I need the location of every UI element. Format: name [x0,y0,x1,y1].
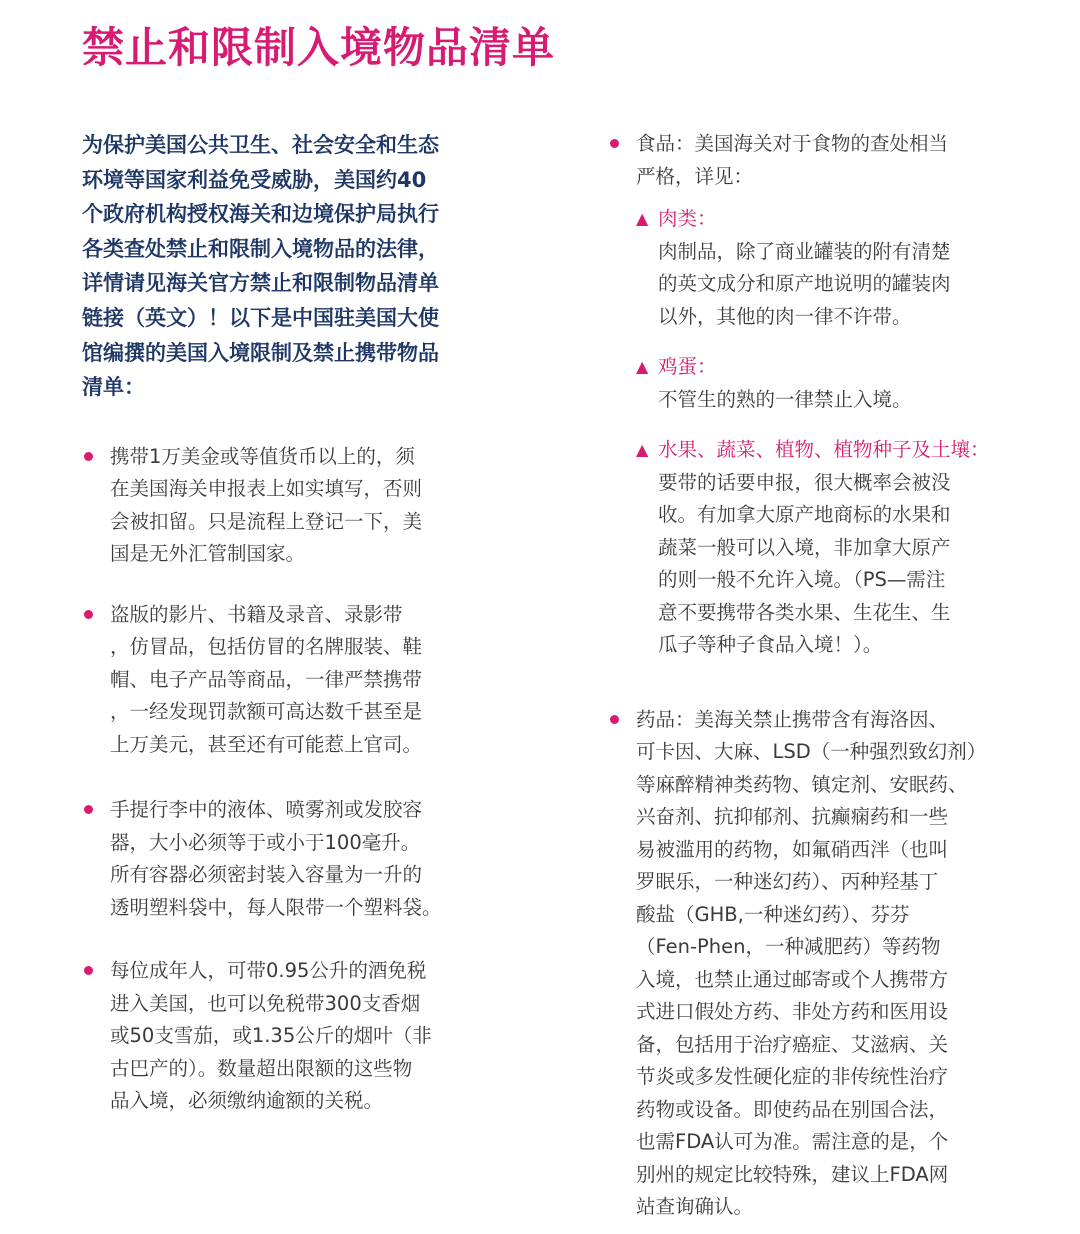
list-item-duty-free [82,955,502,1118]
item-line: 进入美国，也可以免税带300支香烟 [110,991,421,1015]
sub-item-eggs [636,351,1048,416]
intro-line: 环境等国家利益免受威胁，美国约40 [82,167,427,192]
item-line: 古巴产的）。数量超出限额的这些物 [110,1056,413,1080]
list-item-liquids [82,794,502,924]
triangle-marker-icon: ▲ [636,209,649,228]
item-line: 手提行李中的液体、喷雾剂或发胶容 [110,798,423,822]
list-item-currency [82,441,502,571]
sub-item-title: 肉类： [658,207,717,230]
item-line: 节炎或多发性硬化症的非传统性治疗 [636,1065,949,1088]
intro-line: 为保护美国公共卫生、社会安全和生态 [82,133,439,157]
item-line: 备，包括用于治疗癌症、艾滋病、关 [636,1032,949,1056]
item-line: 药品：美海关禁止携带含有海洛因、 [636,707,949,731]
sub-item-line: 的英文成分和原产地说明的罐装肉 [658,272,951,295]
sub-item-title: 水果、蔬菜、植物、植物种子及土壤： [658,438,990,461]
item-line: 国是无外汇管制国家。 [110,542,306,566]
item-line: 或50支雪茄，或1.35公斤的烟叶（非 [110,1024,432,1048]
item-line: 帽、电子产品等商品，一律严禁携带 [110,667,423,691]
sub-item-line: 收。有加拿大原产地商标的水果和 [658,503,951,526]
item-line: ，仿冒品，包括仿冒的名牌服装、鞋 [110,635,423,659]
item-line: 严格，详见： [636,164,754,188]
intro-line: 各类查处禁止和限制入境物品的法律， [82,236,439,261]
item-line: 在美国海关申报表上如实填写，否则 [110,477,423,501]
item-line: 式进口假处方药、非处方药和医用设 [636,1000,949,1023]
sub-item-title: 鸡蛋： [658,355,717,378]
sub-item-line: 意不要携带各类水果、生花生、生 [658,600,951,624]
item-line: 罗眠乐，一种迷幻药）、丙种羟基丁 [636,870,939,893]
sub-item-meat [636,203,1048,333]
list-item-piracy [82,599,502,762]
item-line: 等麻醉精神类药物、镇定剂、安眠药、 [636,772,968,796]
intro-line: 馆编撰的美国入境限制及禁止携带物品 [82,340,439,365]
item-line: 可卡因、大麻、LSD（一种强烈致幻剂） [636,740,987,763]
sub-item-line: 肉制品，除了商业罐装的附有清楚 [658,239,951,263]
page-title: 禁止和限制入境物品清单 [82,23,556,72]
item-line: 上万美元，甚至还有可能惹上官司。 [110,732,423,756]
item-line: 携带1万美金或等值货币以上的，须 [110,444,415,468]
item-line: 每位成年人，可带0.95公升的酒免税 [110,959,427,983]
bullet-dot-icon [84,452,93,461]
item-line: 兴奋剂、抗抑郁剂、抗癫痫药和一些 [636,805,949,828]
item-line: 入境，也禁止通过邮寄或个人携带方 [636,967,949,991]
item-line: 酸盐（GHB,一种迷幻药）、芬芬 [636,902,910,926]
item-line: 所有容器必须密封装入容量为一升的 [110,863,423,887]
sub-item-line: 蔬菜一般可以入境，非加拿大原产 [658,535,951,559]
item-line: 食品：美国海关对于食物的查处相当 [636,132,949,155]
intro-line: 详情请见海关官方禁止和限制物品清单 [82,271,439,296]
bullet-dot-icon [610,139,619,148]
sub-item-line: 要带的话要申报，很大概率会被没 [658,470,951,494]
item-line: （Fen-Phen，一种减肥药）等药物 [636,935,941,958]
item-line: 品入境，必须缴纳逾额的关税。 [110,1089,384,1113]
item-line: 站查询确认。 [636,1195,754,1218]
sub-item-line: 不管生的熟的一律禁止入境。 [658,387,912,411]
sub-item-produce [636,434,1048,662]
triangle-marker-icon: ▲ [636,440,649,459]
intro-line: 个政府机构授权海关和边境保护局执行 [82,202,439,227]
bullet-dot-icon [84,805,93,814]
intro-paragraph [82,128,502,405]
intro-line: 链接（英文）！以下是中国驻美国大使 [82,305,439,330]
list-item-food [608,128,1048,662]
item-line: 也需FDA认可为准。需注意的是，个 [636,1130,949,1153]
right-column [608,128,1048,1224]
item-line: 器，大小必须等于或小于100毫升。 [110,830,421,854]
item-line: 别州的规定比较特殊，建议上FDA网 [636,1162,949,1186]
item-line: 盗版的影片、书籍及录音、录影带 [110,602,403,626]
sub-item-line: 以外，其他的肉一律不许带。 [658,304,912,328]
item-line: ，一经发现罚款额可高达数千甚至是 [110,700,423,724]
item-line: 药物或设备。即使药品在别国合法， [636,1097,949,1121]
intro-line: 清单： [82,375,145,400]
sub-item-line: 瓜子等种子食品入境！）。 [658,633,883,656]
bullet-dot-icon [84,610,93,619]
bullet-dot-icon [610,715,619,724]
bullet-dot-icon [84,966,93,975]
item-line: 透明塑料袋中，每人限带一个塑料袋。 [110,895,442,919]
item-line: 易被滥用的药物，如氟硝西泮（也叫 [636,837,949,861]
triangle-marker-icon: ▲ [636,357,649,376]
list-item-drugs [608,704,1048,1224]
sub-item-line: 的则一般不允许入境。（PS—需注 [658,568,946,591]
left-column [82,128,502,1118]
item-line: 会被扣留。只是流程上登记一下，美 [110,509,423,533]
